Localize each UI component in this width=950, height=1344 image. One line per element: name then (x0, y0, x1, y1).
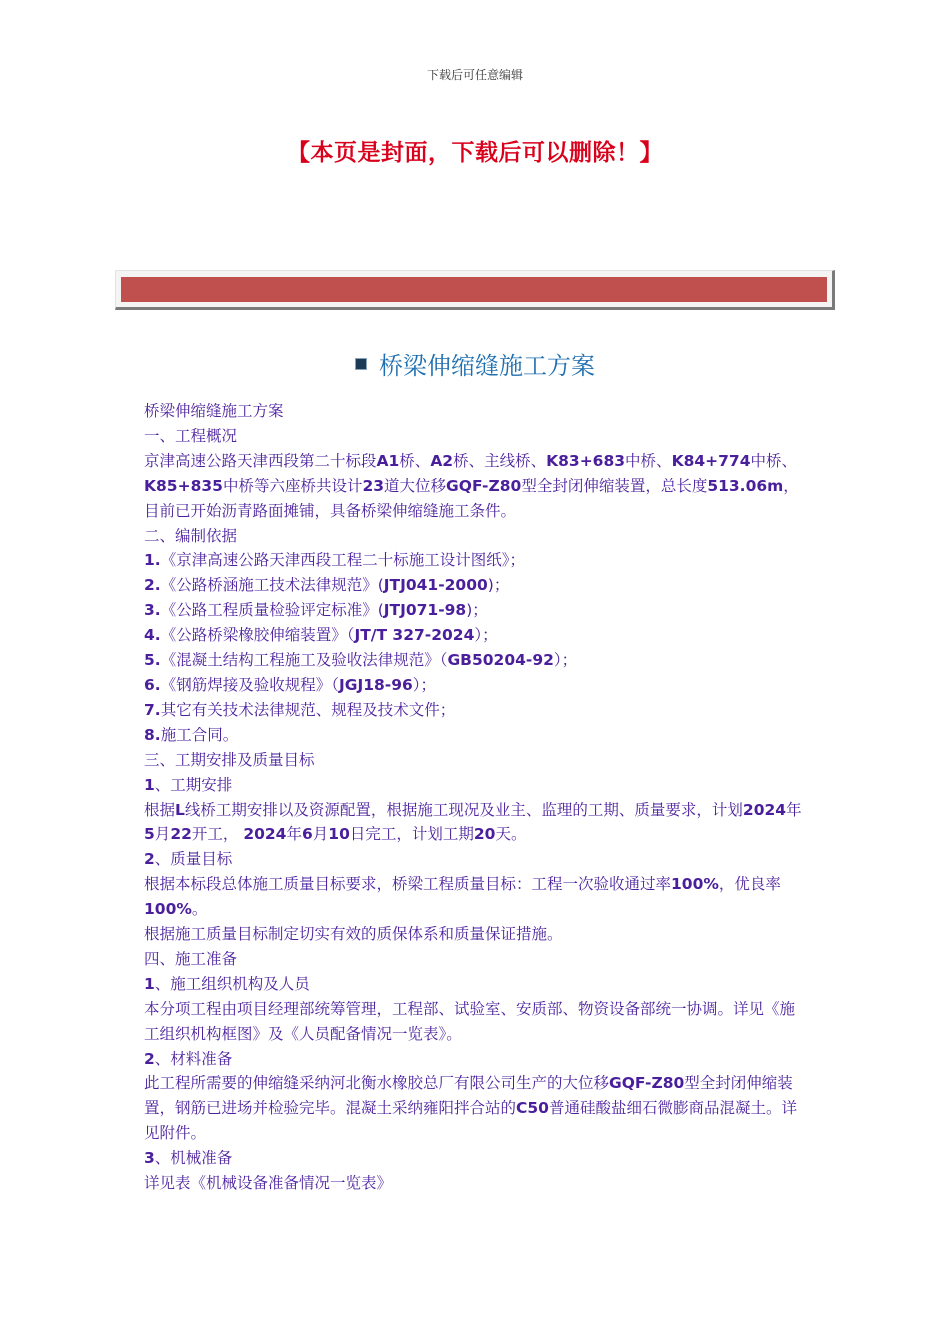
cover-notice: 【本页是封面，下载后可以删除！】 (287, 139, 663, 166)
document-body (144, 399, 810, 1196)
subsection-heading: 2、材料准备 (144, 1049, 233, 1068)
paragraph: 京津高速公路天津西段第二十标段A1桥、A2桥、主线桥、K83+683中桥、K84+774中桥、K85+835中桥等六座桥共设计23道大位移GQF-Z80型全封闭伸缩装置，总长度513.06m，目前已开始沥青路面摊铺，具备桥梁伸缩缝施工条件。 (144, 451, 799, 520)
section-heading: 一、工程概况 (144, 426, 238, 445)
subsection-heading: 2、质量目标 (144, 850, 233, 869)
subsection-heading: 1、工期安排 (144, 775, 233, 794)
subsection-heading: 3、机械准备 (144, 1149, 233, 1168)
section-heading: 四、施工准备 (144, 949, 238, 968)
decorative-banner (115, 270, 835, 310)
section-heading: 二、编制依据 (144, 526, 238, 545)
basis-item: 3.《公路工程质量检验评定标准》(JTJ071-98)； (144, 601, 488, 620)
paragraph: 根据本标段总体施工质量目标要求，桥梁工程质量目标：工程一次验收通过率100%，优良率100%。 (144, 875, 781, 919)
basis-item: 6.《钢筋焊接及验收规程》（JGJ18-96）； (144, 675, 437, 694)
paragraph: 此工程所需要的伸缩缝采纳河北衡水橡胶总厂有限公司生产的大位移GQF-Z80型全封闭伸缩装置，钢筋已进场并检验完毕。混凝土采纳雍阳拌合站的C50普通硅酸盐细石微膨商品混凝土。详见附件。 (144, 1074, 797, 1143)
basis-item: 7.其它有关技术法律规范、规程及技术文件； (144, 700, 456, 719)
banner-bar (121, 277, 827, 302)
basis-item: 4.《公路桥梁橡胶伸缩装置》（JT/T 327-2024）； (144, 626, 498, 645)
header-note: 下载后可任意编辑 (426, 68, 523, 82)
subsection-heading: 1、施工组织机构及人员 (144, 974, 310, 993)
basis-item: 5.《混凝土结构工程施工及验收法律规范》（GB50204-92）； (144, 651, 578, 670)
paragraph: 本分项工程由项目经理部统筹管理，工程部、试验室、安质部、物资设备部统一协调。详见《施工组织机构框图》及《人员配备情况一览表》。 (144, 999, 796, 1043)
document-title-text: 桥梁伸缩缝施工方案 (379, 352, 595, 380)
paragraph: 详见表《机械设备准备情况一览表》 (144, 1174, 393, 1193)
paragraph: 根据L线桥工期安排以及资源配置，根据施工现况及业主、监理的工期、质量要求，计划2024年5月22开工， 2024年6月10日完工，计划工期20天。 (144, 800, 802, 844)
basis-item: 1.《京津高速公路天津西段工程二十标施工设计图纸》； (144, 551, 525, 570)
basis-item: 2.《公路桥涵施工技术法律规范》(JTJ041-2000)； (144, 576, 510, 595)
body-subtitle: 桥梁伸缩缝施工方案 (144, 402, 284, 420)
paragraph: 根据施工质量目标制定切实有效的质保体系和质量保证措施。 (144, 925, 563, 944)
document-title (0, 346, 950, 381)
square-bullet-icon (355, 358, 367, 370)
section-heading: 三、工期安排及质量目标 (144, 750, 315, 769)
basis-item: 8.施工合同。 (144, 725, 239, 744)
